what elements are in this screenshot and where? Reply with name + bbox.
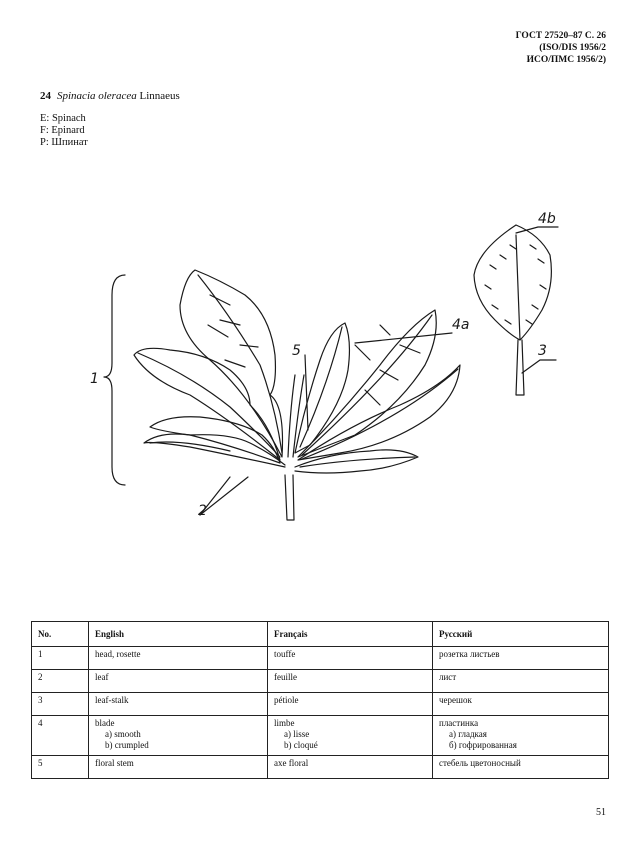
header-line-2: (ISO/DIS 1956/2 (539, 43, 606, 53)
subterm-a: a) lisse (284, 729, 310, 739)
species-author: Linnaeus (139, 90, 180, 102)
standard-header (516, 30, 606, 66)
cell-no: 1 (32, 647, 89, 670)
table-row (32, 670, 609, 693)
leaf-bottom-left (144, 434, 285, 467)
species-title (40, 90, 180, 102)
table-row (32, 693, 609, 716)
cell-french: axe floral (268, 756, 433, 779)
cell-russian: стебель цветоносный (433, 756, 609, 779)
name-french: F: Epinard (40, 125, 85, 136)
species-latin-name: Spinacia oleracea (57, 90, 137, 102)
header-line-1: ГОСТ 27520–87 С. 26 (515, 31, 606, 41)
cell-no: 4 (32, 716, 89, 756)
leader-2b (200, 477, 248, 515)
cell-russian: лист (433, 670, 609, 693)
species-number: 24 (40, 90, 51, 102)
leader-5 (305, 355, 308, 430)
table-row (32, 756, 609, 779)
label-4b: 4b (538, 211, 556, 227)
table-row (32, 716, 609, 756)
leader-4a (355, 333, 452, 343)
cell-no: 5 (32, 756, 89, 779)
table-header-row (32, 622, 609, 647)
header-french: Français (268, 622, 433, 647)
cell-english: leaf-stalk (89, 693, 268, 716)
header-english: English (89, 622, 268, 647)
subterm-b: b) crumpled (105, 740, 149, 750)
cell-no: 2 (32, 670, 89, 693)
header-line-3: ИСО/ПМС 1956/2) (526, 55, 606, 65)
term: blade (95, 718, 115, 728)
cell-russian: черешок (433, 693, 609, 716)
cell-french: touffe (268, 647, 433, 670)
subterm-b: б) гофрированная (449, 740, 517, 750)
label-1: 1 (90, 371, 99, 387)
common-names (40, 113, 88, 149)
label-4a: 4a (452, 317, 470, 333)
leader-3 (522, 360, 556, 373)
leaf-lower-left (150, 417, 280, 463)
head-bracket (104, 275, 125, 485)
cell-french (268, 716, 433, 756)
cell-french: pétiole (268, 693, 433, 716)
leaf-stalk-separate (516, 340, 524, 395)
label-2: 2 (198, 503, 207, 519)
header-russian: Русский (433, 622, 609, 647)
cell-english: head, rosette (89, 647, 268, 670)
leaf-upper-right (298, 310, 436, 457)
cell-english (89, 716, 268, 756)
subterm-b: b) cloqué (284, 740, 318, 750)
table-row (32, 647, 609, 670)
cell-russian (433, 716, 609, 756)
term: limbe (274, 718, 295, 728)
name-russian: P: Шпинат (40, 137, 88, 148)
cell-no: 3 (32, 693, 89, 716)
subterm-a: a) smooth (105, 729, 141, 739)
spinach-illustration (80, 195, 560, 525)
header-no: No. (32, 622, 89, 647)
cell-english: floral stem (89, 756, 268, 779)
page-number: 51 (596, 807, 606, 818)
leaf-bottom-right (295, 450, 418, 473)
name-english: E: Spinach (40, 113, 86, 124)
label-5: 5 (292, 343, 301, 359)
cell-russian: розетка листьев (433, 647, 609, 670)
subterm-a: а) гладкая (449, 729, 487, 739)
cell-french: feuille (268, 670, 433, 693)
glossary-table (31, 621, 609, 779)
cell-english: leaf (89, 670, 268, 693)
leaf-crumpled (474, 225, 551, 340)
main-stem (285, 475, 294, 520)
label-3: 3 (538, 343, 547, 359)
term: пластинка (439, 718, 479, 728)
